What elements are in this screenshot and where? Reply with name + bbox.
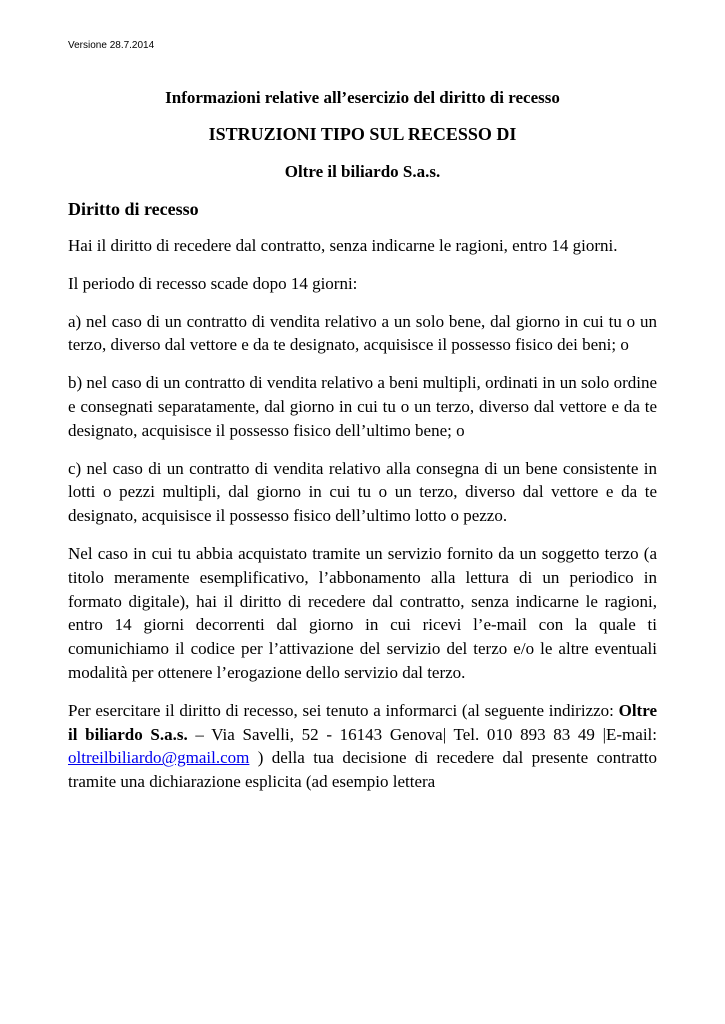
- company-name: Oltre il biliardo S.a.s.: [68, 700, 657, 744]
- paragraph-withdrawal-period: Il periodo di recesso scade dopo 14 giorni:: [68, 273, 358, 293]
- company-title: Oltre il biliardo S.a.s.: [284, 162, 441, 181]
- paragraph-case-a: a) nel caso di un contratto di vendita relativo a un solo bene, dal giorno in cui tu o un terzo, diverso dal vettore e da te designato, acquisisce il possesso fisico dei beni; o: [68, 311, 657, 355]
- version-label: Versione 28.7.2014: [68, 40, 155, 51]
- email-link[interactable]: oltreilbiliardo@gmail.com: [68, 748, 250, 768]
- paragraph-case-b: b) nel caso di un contratto di vendita relativo a beni multipli, ordinati in un solo ordine e consegnati separatamente, dal giorno in cui tu o un terzo, diverso dal vettore e da te designato, acquisisce il possesso fisico dell’ultimo bene; o: [68, 373, 657, 440]
- paragraph-third-party-service: Nel caso in cui tu abbia acquistato tramite un servizio fornito da un soggetto terzo (a titolo meramente esemplificativo, l’abbonamento alla lettura di un periodico in formato digitale), hai il diritto di recedere dal contratto, senza indicarne le ragioni, entro 14 giorni decorrenti dal giorno in cui ricevi l’e-mail con la quale ti comunichiamo il codice per l’attivazione del servizio del terzo e/o le altre eventuali modalità per ottenere l’erogazione dello servizio dal terzo.: [68, 543, 657, 682]
- paragraph-case-c: c) nel caso di un contratto di vendita relativo alla consegna di un bene consistente in lotti o pezzi multipli, dal giorno in cui tu o un terzo, diverso dal vettore e da te designato, acquisisce il possesso fisico dell’ultimo lotto o pezzo.: [68, 458, 657, 526]
- document-body: [68, 234, 657, 808]
- document-title: Informazioni relative all’esercizio del diritto di recesso: [165, 88, 560, 107]
- document-subtitle: ISTRUZIONI TIPO SUL RECESSO DI: [208, 124, 517, 144]
- exercise-intro: Per esercitare il diritto di recesso, sei tenuto a informarci (al seguente indirizzo:: [68, 700, 619, 720]
- exercise-rest: ) della tua decisione di recedere dal presente contratto tramite una dichiarazione esplicita (ad esempio lettera: [68, 748, 657, 792]
- paragraph-exercise-withdrawal: [68, 699, 657, 794]
- section-heading: Diritto di recesso: [68, 199, 199, 219]
- company-address: – Via Savelli, 52 - 16143 Genova| Tel. 010 893 83 49 |E-mail:: [187, 724, 657, 744]
- paragraph-right-of-withdrawal: Hai il diritto di recedere dal contratto, senza indicarne le ragioni, entro 14 giorni.: [68, 236, 618, 255]
